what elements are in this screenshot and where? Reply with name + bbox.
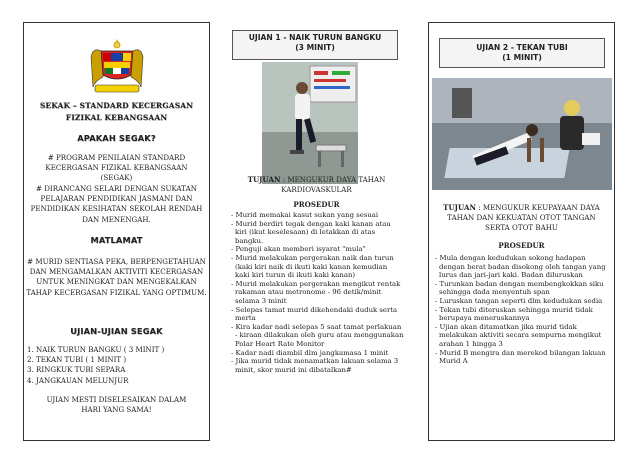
ujian-1-heading-line1: UJIAN 1 - NAIK TURUN BANGKU	[248, 33, 382, 42]
tujuan-label: TUJUAN	[443, 203, 476, 212]
panel-segak-intro	[23, 22, 210, 441]
list-item: - Luruskan tangan seperti dlm kedudukan sedia	[435, 296, 603, 305]
step-test-photo	[262, 62, 358, 184]
ujian-1-heading	[232, 30, 398, 60]
list-item: 3. RINGKUK TUBI SEPARA	[27, 365, 126, 375]
segak-title: SEKAK – STANDARD KECERGASAN FIZIKAL KEBANGSAAN	[39, 101, 194, 122]
ujian-2-heading	[439, 38, 605, 68]
list-item: - Turunkan badan dengan membengkokkan siku sehingga dada menyentuh span	[435, 279, 604, 297]
apakah-paragraph-2: # DIRANCANG SELARI DENGAN SUKATAN PELAJARAN PENDIDIKAN JASMANI DAN PENDIDIKAN KESIHATAN SEKOLAH RENDAH DAN MENENGAH.	[30, 184, 203, 224]
list-item: - Penguji akan memberi isyarat "mula"	[231, 245, 366, 254]
list-item: - Kadar nadi diambil dlm jangkamasa 1 minit	[231, 348, 389, 357]
ujian-1-prosedur	[231, 211, 404, 374]
list-item: 1. NAIK TURUN BANGKU ( 3 MINIT )	[27, 345, 165, 354]
matlamat-heading: MATLAMAT	[90, 235, 143, 245]
footer-note: UJIAN MESTI DISELESAIKAN DALAM HARI YANG SAMA!	[46, 395, 187, 415]
ujian-segak-heading: UJIAN-UJIAN SEGAK	[70, 326, 163, 336]
prosedur-heading: PROSEDUR	[498, 241, 545, 250]
list-item: - Murid berdiri tegak dengan kaki kanan atau kiri (ikut keselesaan) di letakkan di atas bangku.	[231, 219, 391, 245]
list-item: - Selepas tamat murid dikehendaki duduk serta merta	[231, 305, 398, 323]
tujuan-text: : MENGUKUR KEUPAYAAN DAYA TAHAN DAN KEKUATAN OTOT TANGAN SERTA OTOT BAHU	[447, 203, 600, 233]
list-item: 2. TEKAN TUBI ( 1 MINIT )	[27, 355, 127, 365]
panel-ujian-1	[229, 30, 404, 441]
list-item: - Murid memakai kasut sukan yang sesuai	[231, 211, 379, 219]
tujuan-label: TUJUAN	[247, 175, 281, 184]
ujian-1-tujuan	[229, 175, 404, 195]
list-item: - Murid melakukan pergerakan mengikut rentak rakaman atau metronome - 96 detik/minit selama 3 minit	[231, 279, 401, 305]
apakah-paragraph-1: # PROGRAM PENILAIAN STANDARD KECERGASAN FIZIKAL KEBANGSAAN (SEGAK)	[45, 153, 188, 183]
panel-ujian-2	[428, 22, 615, 441]
list-item: 4. JANGKAUAN MELUNJUR	[27, 375, 129, 385]
list-item: - Jika murid tidak menamatkan lakuan selama 3 minit, skor murid ini dibatalkan#	[231, 357, 399, 374]
malaysia-coat-of-arms-logo	[24, 37, 209, 99]
apakah-segak-heading: APAKAH SEGAK?	[77, 133, 156, 143]
ujian-list	[27, 345, 209, 386]
list-item: - Mula dengan kedudukan sokong hadapan dengan berat badan disokong oleh tangan yang lurus dan jari-jari kaki. Badan diluruskan	[435, 254, 606, 280]
push-up-test-photo	[432, 78, 612, 190]
list-item: - Kira kadar nadi selepas 5 saat tamat perlakuan - kiraan dilakukan oleh guru atau menggunakan Polar Heart Rate Monitor	[231, 322, 404, 348]
tujuan-text: : MENGUKUR DAYA TAHAN KARDIOVASKULAR	[280, 175, 386, 195]
ujian-1-heading-line2: (3 MINIT)	[295, 42, 335, 52]
list-item: - Ujian akan ditamatkan jika murid tidak melakukan aktiviti secara sempurna mengikut arahan 1 hingga 3	[435, 322, 602, 348]
matlamat-text: # MURID SENTIASA PEKA, BERPENGETAHUAN DAN MENGAMALKAN AKTIVITI KECERGASAN UNTUK MENINGKAT DAN MENGEKALKAN TAHAP KECERGASAN FIZIKAL YANG OPTIMUM.	[26, 257, 207, 297]
ujian-2-heading-line1: UJIAN 2 - TEKAN TUBI	[476, 43, 568, 52]
list-item: - Murid B mengira dan merekod bilangan lakuan Murid A	[435, 348, 606, 366]
list-item: - Tekan tubi diteruskan sehingga murid tidak berupaya meneruskannya	[435, 305, 593, 323]
list-item: - Murid melakukan pergerakan naik dan turun (kaki kiri naik di ikuti kaki kanan kemudian kaki kiri turun di ikuti kaki kanan)	[231, 253, 394, 280]
prosedur-heading: PROSEDUR	[293, 200, 340, 209]
ujian-2-heading-line2: (1 MINIT)	[502, 52, 542, 62]
ujian-2-tujuan	[429, 203, 614, 234]
ujian-2-prosedur	[435, 254, 612, 366]
